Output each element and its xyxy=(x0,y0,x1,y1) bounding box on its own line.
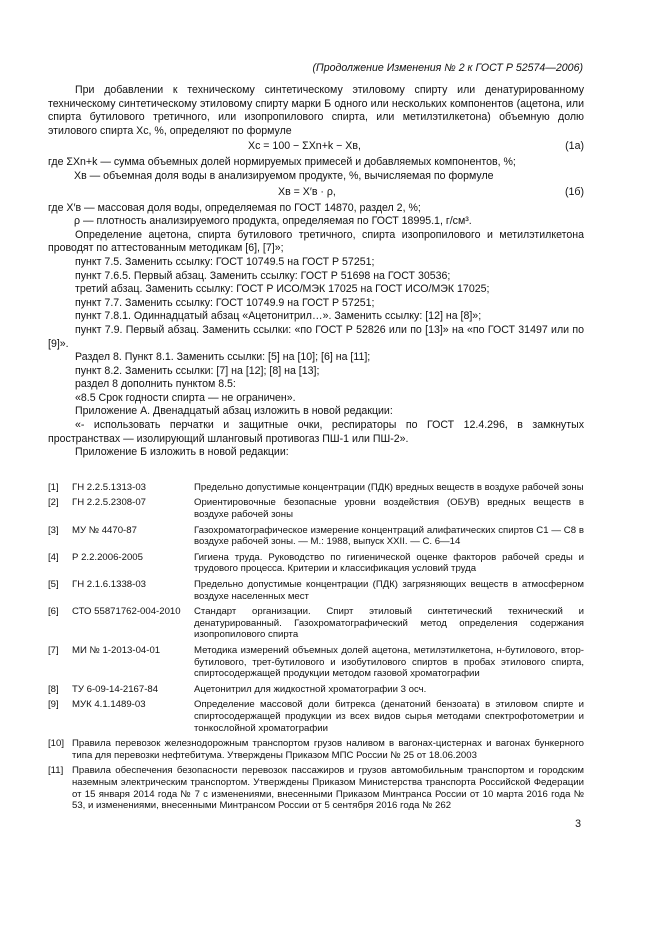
definition-density: ρ — плотность анализируемого продукта, определяемая по ГОСТ 18995.1, г/см³. xyxy=(74,215,472,228)
reference-code: МИ № 1-2013-04-01 xyxy=(72,644,161,656)
reference-title: Ориентировочные безопасные уровни воздействия (ОБУВ) вредных веществ в воздухе рабочей зоны xyxy=(194,497,584,521)
reference-code: МУК 4.1.1489-03 xyxy=(72,699,146,711)
reference-title: Определение массовой доли битрекса (денатоний бензоата) в этиловом спирте и спиртосодержащей продукции из всех видов сырья методами спектрофотометрии и тонкослойной хроматографии xyxy=(194,699,584,734)
reference-row xyxy=(48,765,584,815)
paragraph-section-8: Раздел 8. Пункт 8.1. Заменить ссылки: [5] на [10]; [6] на [11]; xyxy=(75,351,371,364)
reference-number: [4] xyxy=(48,551,59,563)
paragraph-methods: Определение ацетона, спирта бутилового третичного, спирта изопропилового и метилэтилкетона проводят по аттестованным методикам [6], [7]»; xyxy=(48,228,584,255)
reference-row xyxy=(48,645,584,684)
reference-row xyxy=(48,497,584,524)
references-table xyxy=(48,482,584,816)
paragraph-8-5: «8.5 Срок годности спирта — не ограничен». xyxy=(75,391,296,404)
reference-number: [10] xyxy=(48,738,65,750)
reference-number: [5] xyxy=(48,579,59,590)
page-header: (Продолжение Изменения № 2 к ГОСТ Р 52574—2006) xyxy=(312,62,583,74)
paragraph-8-2: пункт 8.2. Заменить ссылки: [7] на [12]; [8] на [13]; xyxy=(75,364,320,377)
definition-water: Xв — объемная доля воды в анализируемом продукте, %, вычисляемая по формуле xyxy=(74,169,494,182)
reference-code: ГН 2.2.5.1313-03 xyxy=(72,481,147,493)
reference-title: Правила обеспечения безопасности перевозок пассажиров и грузов автомобильным транспортом и городским наземным электрическим транспортом. Утверждены Приказом Министерства транспорта Российской Федерации от 15 января 2014 года № 7 с изменениями, внесенными Приказом Минтранса России от 10 марта 2016 года № 53, и изменениями, внесенными Минтрансом России от 5 сентября 2016 года № 262 xyxy=(72,765,584,812)
reference-row xyxy=(48,738,584,765)
paragraph-7-7: пункт 7.7. Заменить ссылку: ГОСТ 10749.9 на ГОСТ Р 57251; xyxy=(75,296,375,309)
paragraph-appendix-b: Приложение Б изложить в новой редакции: xyxy=(75,446,289,459)
reference-number: [2] xyxy=(48,497,59,509)
reference-number: [1] xyxy=(48,481,59,493)
definition-sum: где ΣXn+k — сумма объемных долей нормируемых примесей и добавляемых компонентов, %; xyxy=(48,156,516,169)
reference-title: Стандарт организации. Спирт этиловый синтетический технический и денатурированный. Газохроматографический метод определения содержания изопропилового спирта xyxy=(194,606,584,641)
reference-number: [9] xyxy=(48,699,59,711)
reference-row xyxy=(48,699,584,738)
reference-row xyxy=(48,606,584,645)
paragraph-gloves: «- использовать перчатки и защитные очки, респираторы по ГОСТ 12.4.296, в замкнутых пространствах — изолирующий шланговый противогаз ПШ-1 или ПШ-2». xyxy=(48,419,584,445)
reference-code: ГН 2.1.6.1338-03 xyxy=(72,579,147,590)
reference-row xyxy=(48,552,584,579)
reference-title: Правила перевозок железнодорожным транспортом грузов наливом в вагонах-цистернах и вагонах бункерного типа для перевозки нефтебитума. Утверждены Приказом МПС России № 25 от 18.06.2003 xyxy=(72,738,584,761)
reference-title: Гигиена труда. Руководство по гигиенической оценке факторов рабочей среды и трудового процесса. Критерии и классификация условий труда xyxy=(194,551,584,575)
formula-1a-expression: Xс = 100 − ΣXn+k − Xв, xyxy=(248,140,361,153)
paragraph-7-8-1: пункт 7.8.1. Одиннадцатый абзац «Ацетонитрил…». Заменить ссылку: [12] на [8]»; xyxy=(75,310,482,323)
reference-row xyxy=(48,525,584,552)
reference-code: Р 2.2.2006-2005 xyxy=(72,551,143,563)
formula-1b xyxy=(48,186,584,200)
reference-title: Методика измерений объемных долей ацетона, метилэтилкетона, н-бутилового, втор-бутилового, трет-бутилового и изобутилового спиртов в пробах этилового спирта, спиртосодержащей продукции методом газовой хроматографии xyxy=(194,644,584,680)
formula-1a xyxy=(48,140,584,154)
reference-row xyxy=(48,482,584,498)
reference-title: Ацетонитрил для жидкостной хроматографии 3 осч. xyxy=(194,683,427,695)
paragraph-third: третий абзац. Заменить ссылку: ГОСТ Р ИСО/МЭК 17025 на ГОСТ ИСО/МЭК 17025; xyxy=(75,283,490,296)
intro-paragraph: При добавлении к техническому синтетическому этиловому спирту или денатурированному техническому синтетическому этиловому спирту марки Б одного или нескольких компонентов (ацетона, или спирта бутилового третичного, или изопропилового спирта, или метилэтилкетона) объемную долю этилового спирта Xс, %, определяют по формуле xyxy=(48,84,584,137)
reference-title: Газохроматографическое измерение концентраций алифатических спиртов C1 — C8 в воздухе рабочей зоны. — М.: 1988, выпуск XXII. — С. 6—14 xyxy=(194,524,584,548)
formula-1a-number: (1а) xyxy=(565,140,584,153)
paragraph-7-5: пункт 7.5. Заменить ссылку: ГОСТ 10749.5 на ГОСТ Р 57251; xyxy=(75,255,375,268)
reference-number: [6] xyxy=(48,606,59,618)
reference-number: [11] xyxy=(48,765,64,777)
reference-title: Предельно допустимые концентрации (ПДК) вредных веществ в воздухе рабочей зоны xyxy=(194,481,584,493)
page-number: 3 xyxy=(575,818,581,830)
reference-number: [3] xyxy=(48,524,59,536)
reference-code: ГН 2.2.5.2308-07 xyxy=(72,497,147,509)
formula-1b-expression: Xв = X′в · ρ, xyxy=(278,185,336,198)
paragraph-add-8-5: раздел 8 дополнить пунктом 8.5: xyxy=(75,378,236,391)
reference-code: ТУ 6-09-14-2167-84 xyxy=(72,683,159,695)
paragraph-appendix-a: Приложение А. Двенадцатый абзац изложить в новой редакции: xyxy=(75,405,393,418)
reference-row xyxy=(48,579,584,606)
reference-number: [7] xyxy=(48,644,59,656)
document-body xyxy=(48,84,584,816)
paragraph-7-6-5: пункт 7.6.5. Первый абзац. Заменить ссылку: ГОСТ Р 51698 на ГОСТ 30536; xyxy=(75,269,451,282)
reference-code: МУ № 4470-87 xyxy=(72,524,137,536)
paragraph-7-9: пункт 7.9. Первый абзац. Заменить ссылки: «по ГОСТ Р 52826 или по [13]» на «по ГОСТ 31497 или по [9]». xyxy=(48,323,584,350)
reference-title: Предельно допустимые концентрации (ПДК) загрязняющих веществ в атмосферном воздухе населенных мест xyxy=(194,579,584,602)
reference-number: [8] xyxy=(48,683,59,695)
formula-1b-number: (1б) xyxy=(564,185,584,198)
definition-mass-water: где X′в — массовая доля воды, определяемая по ГОСТ 14870, раздел 2, %; xyxy=(48,201,421,214)
reference-row xyxy=(48,684,584,700)
reference-code: СТО 55871762-004-2010 xyxy=(72,606,181,618)
